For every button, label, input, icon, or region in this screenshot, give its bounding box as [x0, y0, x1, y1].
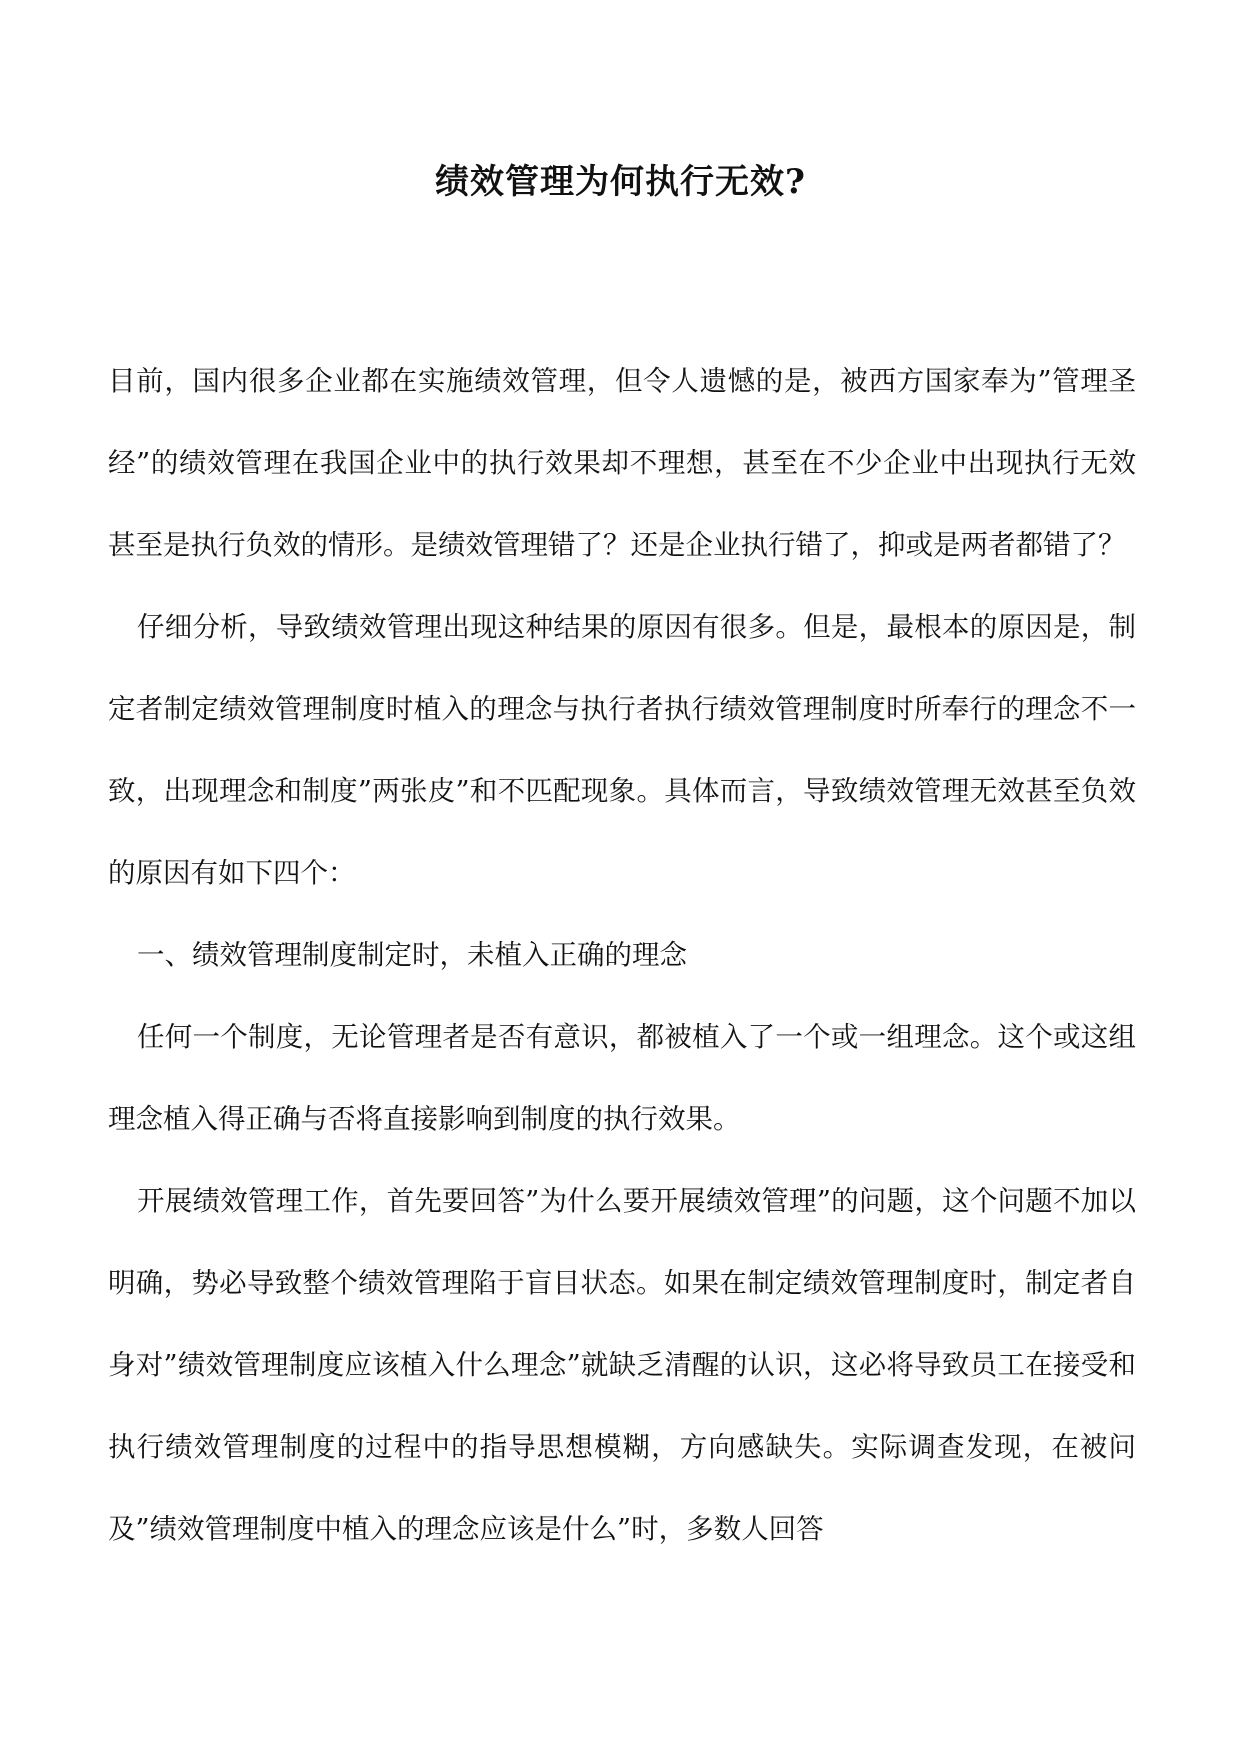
- section-heading-1: 一、绩效管理制度制定时，未植入正确的理念: [137, 939, 687, 971]
- paragraph-analysis: 仔细分析，导致绩效管理出现这种结果的原因有很多。但是，最根本的原因是，制定者制定绩效管理制度时植入的理念与执行者执行绩效管理制度时所奉行的理念不一致，出现理念和制度”两张皮”和不匹配现象。具体而言，导致绩效管理无效甚至负效的原因有如下四个：: [108, 611, 1136, 889]
- document-body: [108, 340, 1136, 1570]
- paragraph-section-1-b: 开展绩效管理工作，首先要回答”为什么要开展绩效管理”的问题，这个问题不加以明确，势必导致整个绩效管理陷于盲目状态。如果在制定绩效管理制度时，制定者自身对”绩效管理制度应该植入什么理念”就缺乏清醒的认识，这必将导致员工在接受和执行绩效管理制度的过程中的指导思想模糊，方向感缺失。实际调查发现，在被问及”绩效管理制度中植入的理念应该是什么”时，多数人回答: [108, 1185, 1136, 1545]
- document-title: 绩效管理为何执行无效?: [435, 162, 806, 202]
- paragraph-intro: 目前，国内很多企业都在实施绩效管理，但令人遗憾的是，被西方国家奉为”管理圣经”的绩效管理在我国企业中的执行效果却不理想，甚至在不少企业中出现执行无效甚至是执行负效的情形。是绩效管理错了？还是企业执行错了，抑或是两者都错了？: [108, 365, 1136, 561]
- paragraph-section-1-a: 任何一个制度，无论管理者是否有意识，都被植入了一个或一组理念。这个或这组理念植入得正确与否将直接影响到制度的执行效果。: [108, 1021, 1136, 1135]
